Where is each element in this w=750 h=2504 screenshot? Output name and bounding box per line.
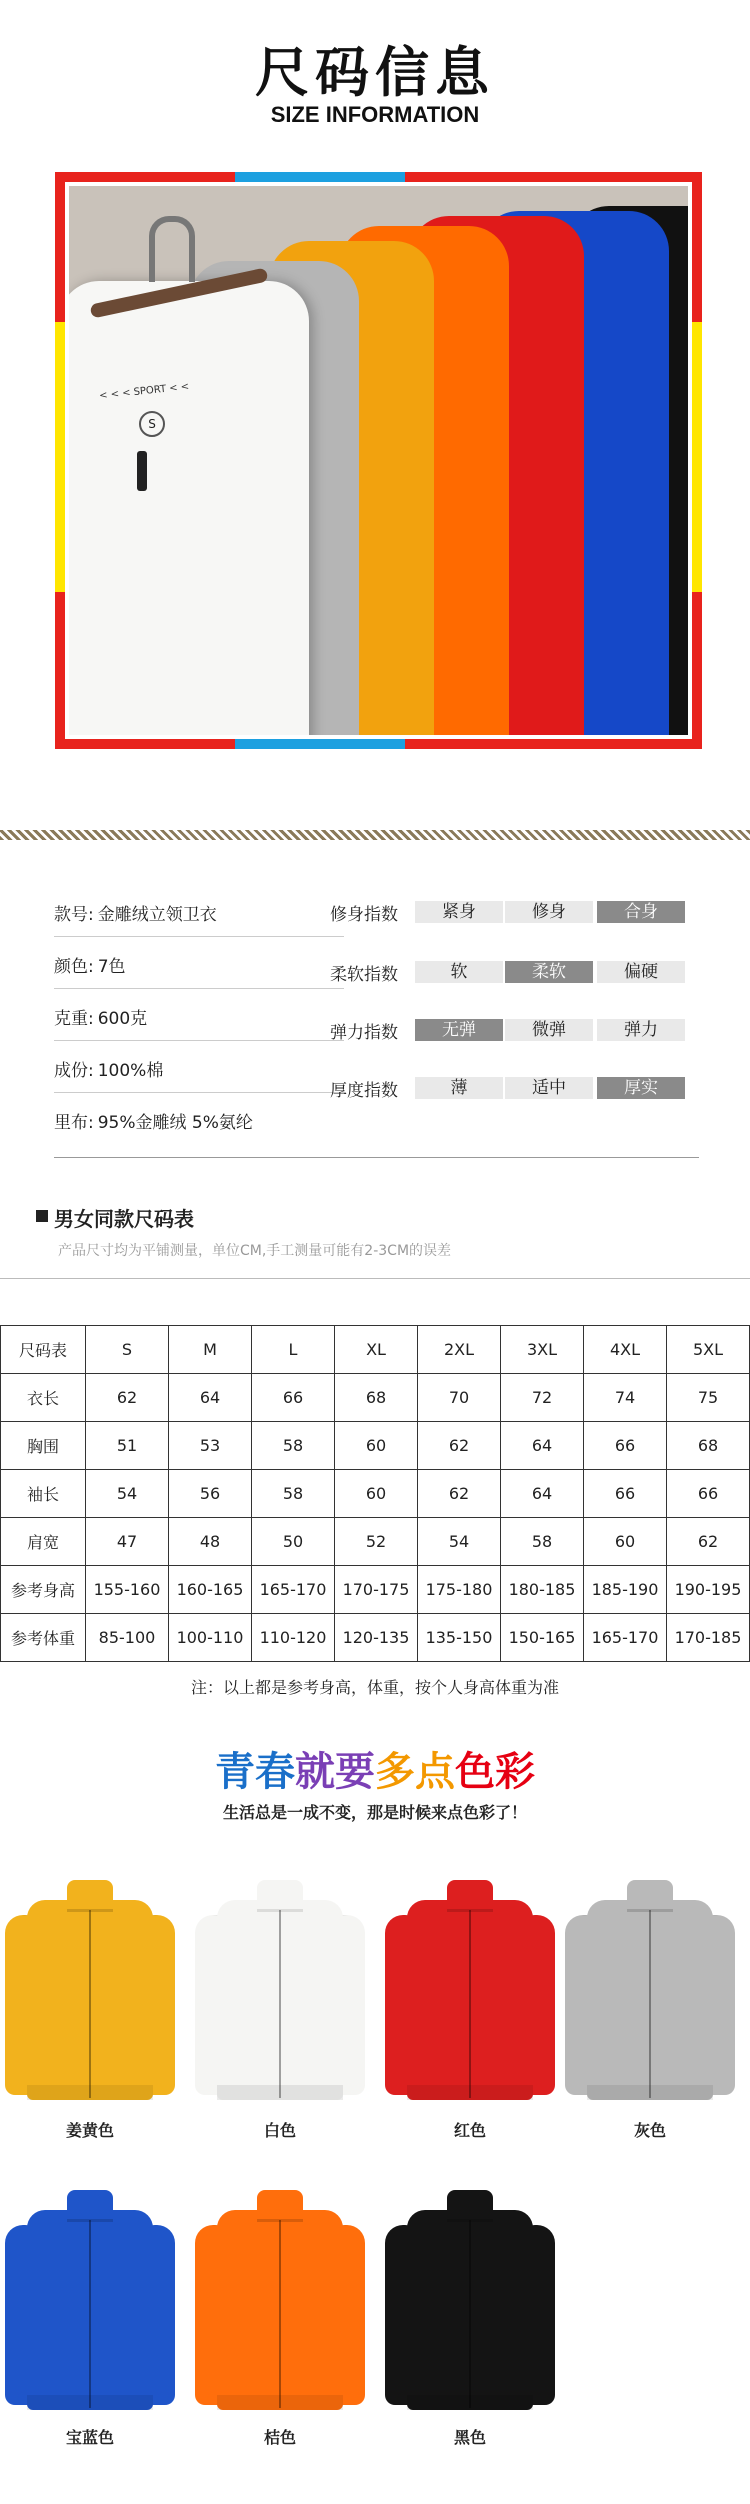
table-cell: 60	[335, 1422, 418, 1470]
jacket-swatch	[385, 2190, 555, 2415]
table-cell: 68	[667, 1422, 750, 1470]
table-cell: 64	[169, 1374, 252, 1422]
spec-key: 克重:	[54, 1009, 94, 1029]
table-cell: 47	[86, 1518, 169, 1566]
table-cell: 64	[501, 1470, 584, 1518]
size-table-title: 男女同款尺码表	[54, 1207, 194, 1231]
white-jacket	[69, 281, 309, 735]
table-row	[1, 1470, 750, 1518]
index-option: 适中	[505, 1077, 593, 1099]
index-label: 修身指数	[330, 905, 398, 925]
square-bullet-icon	[36, 1210, 48, 1222]
spec-separator	[54, 988, 344, 989]
spec-value: 95%金雕绒 5%氨纶	[97, 1113, 253, 1133]
table-row	[1, 1518, 750, 1566]
slogan-char: 色	[455, 1749, 495, 1795]
index-option: 软	[415, 961, 503, 983]
table-cell: 60	[335, 1470, 418, 1518]
table-cell: 56	[169, 1470, 252, 1518]
table-cell: 62	[418, 1422, 501, 1470]
jacket-hem	[27, 2085, 153, 2100]
zipper	[469, 1910, 471, 2098]
table-cell: 52	[335, 1518, 418, 1566]
table-cell: 肩宽	[1, 1518, 86, 1566]
frame-top-blue	[235, 172, 405, 182]
spec-value: 7色	[97, 957, 126, 977]
table-cell: 120-135	[335, 1614, 418, 1662]
jacket-hem	[217, 2395, 343, 2410]
table-cell: S	[86, 1326, 169, 1374]
index-option: 微弹	[505, 1019, 593, 1041]
table-row	[1, 1326, 750, 1374]
table-cell: 62	[86, 1374, 169, 1422]
table-cell: 72	[501, 1374, 584, 1422]
color-name: 灰色	[633, 2121, 666, 2140]
table-cell: 75	[667, 1374, 750, 1422]
section-divider	[0, 830, 750, 840]
index-option: 修身	[505, 901, 593, 923]
spec-key: 里布:	[54, 1113, 94, 1133]
table-cell: 74	[584, 1374, 667, 1422]
hanger-hook	[149, 216, 195, 282]
table-cell: 参考体重	[1, 1614, 86, 1662]
size-table-subtitle: 产品尺寸均为平铺测量，单位CM,手工测量可能有2-3CM的误差	[58, 1243, 452, 1259]
table-cell: 50	[252, 1518, 335, 1566]
slogan-char: 彩	[495, 1749, 535, 1795]
table-cell: 175-180	[418, 1566, 501, 1614]
spec-item	[54, 952, 126, 977]
table-cell: 66	[252, 1374, 335, 1422]
spec-separator	[54, 936, 344, 937]
slogan-char: 点	[415, 1749, 455, 1795]
spec-separator	[54, 1040, 344, 1041]
table-cell: 66	[667, 1470, 750, 1518]
frame-top-red-2	[405, 172, 702, 182]
table-cell: 70	[418, 1374, 501, 1422]
table-cell: 64	[501, 1422, 584, 1470]
index-option: 柔软	[505, 961, 593, 983]
jacket-collar	[257, 2190, 303, 2222]
slogan-char: 多	[375, 1749, 415, 1795]
table-cell: 165-170	[252, 1566, 335, 1614]
zipper	[89, 1910, 91, 2098]
zipper	[89, 2220, 91, 2408]
index-option: 弹力	[597, 1019, 685, 1041]
frame-top-red	[55, 172, 235, 182]
spec-separator	[54, 1092, 344, 1093]
zipper	[279, 2220, 281, 2408]
slogan	[0, 1740, 750, 1797]
table-row	[1, 1422, 750, 1470]
jacket-collar	[627, 1880, 673, 1912]
spec-item	[54, 1004, 147, 1029]
size-table	[0, 1325, 750, 1662]
spec-key: 款号:	[54, 905, 94, 925]
size-tag: S	[139, 411, 165, 437]
page-title: 尺码信息	[255, 41, 495, 104]
slogan-char: 就	[295, 1749, 335, 1795]
jacket-collar	[447, 2190, 493, 2222]
jacket-collar	[447, 1880, 493, 1912]
table-cell: 4XL	[584, 1326, 667, 1374]
table-cell: 165-170	[584, 1614, 667, 1662]
color-name: 白色	[263, 2121, 296, 2140]
jacket-hem	[217, 2085, 343, 2100]
table-cell: 60	[584, 1518, 667, 1566]
table-cell: 2XL	[418, 1326, 501, 1374]
jacket-swatch	[5, 1880, 175, 2105]
sport-tag: < < < SPORT < <	[98, 381, 190, 402]
table-cell: 185-190	[584, 1566, 667, 1614]
table-cell: 100-110	[169, 1614, 252, 1662]
frame-left-yellow	[55, 322, 65, 592]
spec-key: 成份:	[54, 1061, 94, 1081]
jacket-hem	[27, 2395, 153, 2410]
table-cell: 尺码表	[1, 1326, 86, 1374]
size-note: 注：以上都是参考身高，体重，按个人身高体重为准	[190, 1678, 559, 1697]
table-cell: 180-185	[501, 1566, 584, 1614]
index-option: 无弹	[415, 1019, 503, 1041]
jacket-swatch	[5, 2190, 175, 2415]
table-cell: 85-100	[86, 1614, 169, 1662]
index-label: 柔软指数	[330, 965, 398, 985]
table-cell: 160-165	[169, 1566, 252, 1614]
color-name: 桔色	[263, 2428, 296, 2447]
spec-value: 100%棉	[97, 1061, 164, 1081]
table-cell: 5XL	[667, 1326, 750, 1374]
color-name: 红色	[453, 2121, 486, 2140]
frame-left-red	[55, 172, 65, 322]
table-cell: 150-165	[501, 1614, 584, 1662]
table-cell: 54	[418, 1518, 501, 1566]
frame-right-yellow	[692, 322, 702, 592]
slogan-char: 要	[335, 1749, 375, 1795]
color-name: 姜黄色	[65, 2121, 114, 2140]
table-cell: 170-175	[335, 1566, 418, 1614]
jacket-swatch	[195, 1880, 365, 2105]
hanging-jackets-photo	[69, 186, 688, 735]
table-cell: 51	[86, 1422, 169, 1470]
table-cell: 62	[667, 1518, 750, 1566]
table-cell: 胸围	[1, 1422, 86, 1470]
jacket-collar	[257, 1880, 303, 1912]
table-cell: M	[169, 1326, 252, 1374]
slogan-char: 青	[215, 1749, 255, 1795]
table-cell: XL	[335, 1326, 418, 1374]
spec-divider	[54, 1157, 699, 1158]
jacket-collar	[67, 2190, 113, 2222]
index-option: 紧身	[415, 901, 503, 923]
index-label: 厚度指数	[330, 1081, 398, 1101]
jacket-swatch	[385, 1880, 555, 2105]
table-cell: 170-185	[667, 1614, 750, 1662]
table-row	[1, 1374, 750, 1422]
table-cell: 54	[86, 1470, 169, 1518]
table-cell: 参考身高	[1, 1566, 86, 1614]
index-option: 厚实	[597, 1077, 685, 1099]
table-cell: 190-195	[667, 1566, 750, 1614]
table-cell: 58	[501, 1518, 584, 1566]
jacket-swatch	[565, 1880, 735, 2105]
table-row	[1, 1566, 750, 1614]
spec-item	[54, 1108, 253, 1133]
table-cell: 66	[584, 1422, 667, 1470]
table-cell: 3XL	[501, 1326, 584, 1374]
table-cell: 66	[584, 1470, 667, 1518]
jacket-collar	[67, 1880, 113, 1912]
table-cell: 衣长	[1, 1374, 86, 1422]
slogan-subtitle: 生活总是一成不变，那是时候来点色彩了！	[222, 1803, 527, 1822]
index-label: 弹力指数	[330, 1023, 398, 1043]
table-cell: 110-120	[252, 1614, 335, 1662]
zipper	[469, 2220, 471, 2408]
frame-right-red-2	[692, 592, 702, 749]
index-option: 薄	[415, 1077, 503, 1099]
spec-item	[54, 900, 217, 925]
jacket-hem	[407, 2085, 533, 2100]
frame-left-red-2	[55, 592, 65, 749]
index-option: 偏硬	[597, 961, 685, 983]
table-cell: 68	[335, 1374, 418, 1422]
table-cell: 48	[169, 1518, 252, 1566]
table-cell: 155-160	[86, 1566, 169, 1614]
jacket-hem	[587, 2085, 713, 2100]
hero-image	[55, 172, 702, 749]
frame-right-red	[692, 172, 702, 322]
table-cell: 袖长	[1, 1470, 86, 1518]
color-name: 黑色	[453, 2428, 486, 2447]
spec-item	[54, 1056, 163, 1081]
table-cell: 135-150	[418, 1614, 501, 1662]
color-name: 宝蓝色	[65, 2428, 114, 2447]
page-subtitle: SIZE INFORMATION	[270, 102, 480, 127]
size-table-top-rule	[0, 1278, 750, 1279]
index-option: 合身	[597, 901, 685, 923]
table-cell: 58	[252, 1422, 335, 1470]
table-row	[1, 1614, 750, 1662]
table-cell: 53	[169, 1422, 252, 1470]
table-cell: 62	[418, 1470, 501, 1518]
slogan-char: 春	[255, 1749, 295, 1795]
frame-bottom-blue	[235, 739, 405, 749]
spec-key: 颜色:	[54, 957, 94, 977]
jacket-swatch	[195, 2190, 365, 2415]
jacket-hem	[407, 2395, 533, 2410]
zipper	[649, 1910, 651, 2098]
frame-bottom-red-2	[405, 739, 702, 749]
frame-bottom-red	[55, 739, 235, 749]
zipper	[279, 1910, 281, 2098]
table-cell: L	[252, 1326, 335, 1374]
zipper-pull	[137, 451, 147, 491]
table-cell: 58	[252, 1470, 335, 1518]
spec-value: 600克	[97, 1009, 148, 1029]
spec-value: 金雕绒立领卫衣	[97, 905, 217, 925]
